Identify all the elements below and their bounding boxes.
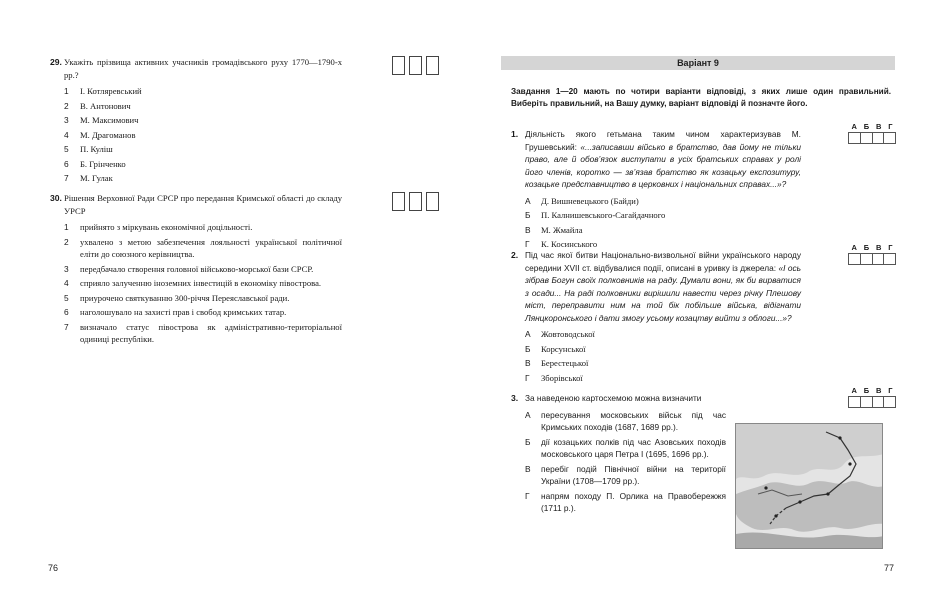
option-number: В [525, 224, 531, 235]
grid-header: А Б В Г [851, 243, 893, 252]
option-item [525, 195, 801, 208]
option-item [64, 292, 342, 305]
option-item [64, 263, 342, 276]
question-text: Укажіть прізвища активних учасників громадівського руху 1770—1790-х рр.? [64, 57, 342, 80]
question-1 [511, 128, 801, 251]
option-text: М. Драгоманов [80, 129, 136, 140]
option-item [64, 172, 342, 185]
variant-banner: Варіант 9 [501, 56, 895, 70]
option-number: Б [525, 436, 531, 447]
option-item [525, 436, 726, 461]
option-text: напрям походу П. Орлика на Правобережжя (1711 р.). [541, 490, 726, 513]
option-item [64, 158, 342, 171]
grid-header: А Б В Г [851, 386, 893, 395]
map-graphic [736, 424, 883, 549]
option-item [525, 209, 801, 222]
option-text: Д. Вишневецького (Байди) [541, 195, 639, 206]
question-quote: «...записавши військо в братство, дав йому не тільки право, але й обов’язок виступати в усіх братських справах у ролі його членів, коротко — зв’язав братство як козацьку експозитуру, козацьке представництво в церковних і національних справах...»? [525, 141, 801, 189]
answer-box[interactable] [409, 192, 422, 211]
option-number: 5 [64, 292, 69, 303]
option-number: 1 [64, 86, 69, 96]
answer-box[interactable] [426, 56, 439, 75]
answer-boxes-30 [392, 192, 439, 211]
options-list [525, 409, 726, 515]
option-number: В [525, 358, 531, 368]
option-text: приурочено святкуванню 300-річчя Переяславської ради. [80, 292, 290, 303]
question-3 [511, 392, 726, 515]
options-list [64, 221, 342, 346]
option-item [525, 409, 726, 434]
answer-cell[interactable] [884, 133, 895, 143]
option-item [525, 463, 726, 488]
option-text: перебіг подій Північної війни на території України (1708—1709 рр.). [541, 463, 726, 486]
option-number: 5 [64, 144, 69, 154]
option-text: Берестецької [541, 358, 589, 368]
option-item [64, 143, 342, 156]
instructions: Завдання 1—20 мають по чотири варіанти відповіді, з яких лише один правильний. Виберіть правильний, на Вашу думку, варіант відповіді й позначте його. [511, 87, 891, 108]
answer-cell[interactable] [884, 254, 895, 264]
option-text: ухвалено з метою забезпечення лояльності української політичної еліти до союзного керівництва. [80, 236, 342, 259]
option-item [525, 357, 801, 370]
option-text: дії козацьких полків під час Азовських походів московського царя Петра І (1695, 1696 рр.). [541, 436, 726, 459]
option-item [64, 221, 342, 234]
answer-box[interactable] [426, 192, 439, 211]
option-text: Жовтоводської [541, 329, 595, 339]
answer-grid-3 [848, 386, 896, 408]
page-number: 77 [884, 563, 895, 573]
question-number: 30. [50, 193, 62, 203]
option-number: 7 [64, 321, 69, 332]
answer-box[interactable] [392, 56, 405, 75]
answer-box[interactable] [392, 192, 405, 211]
options-list [525, 195, 801, 251]
option-text: Зборівської [541, 372, 583, 383]
option-number: А [525, 409, 531, 420]
option-number: 4 [64, 278, 69, 288]
grid-header: А Б В Г [851, 122, 893, 131]
option-text: прийнято з міркувань економічної доцільності. [80, 222, 253, 232]
option-text: К. Косинського [541, 239, 598, 249]
answer-boxes-29 [392, 56, 439, 75]
option-number: Б [525, 343, 531, 354]
option-item [64, 114, 342, 127]
option-text: В. Антонович [80, 100, 131, 111]
option-number: А [525, 329, 531, 339]
option-item [64, 306, 342, 319]
answer-cell[interactable] [849, 133, 861, 143]
options-list [525, 328, 801, 384]
option-number: 3 [64, 263, 69, 274]
option-text: передбачало створення головної військово-морської бази СРСР. [80, 263, 314, 274]
answer-cell[interactable] [861, 254, 873, 264]
option-item [64, 321, 342, 346]
right-page [470, 0, 943, 598]
option-text: І. Котляревський [80, 86, 142, 96]
option-text: Корсунської [541, 343, 586, 354]
option-item [64, 236, 342, 261]
option-number: 7 [64, 173, 69, 183]
answer-cell[interactable] [873, 254, 885, 264]
option-item [525, 224, 801, 237]
option-number: 3 [64, 115, 69, 125]
option-text: визначало статус півострова як адміністративно-територіальної одиниці республіки. [80, 321, 342, 344]
question-2 [511, 249, 801, 384]
question-number: 2. [511, 250, 519, 260]
answer-cell[interactable] [861, 397, 873, 407]
option-item [64, 100, 342, 113]
option-text: М. Гулак [80, 173, 113, 183]
option-text: наголошувало на захисті прав і свобод кримських татар. [80, 307, 287, 317]
question-quote: «І ось зібрав Богун своїх полковників на раду. Думали вони, як би вирватися з осади... На раді полковники вирішили навести через річку Плешову міст, переправити ним на той бік побільше війська, відігнати Лянцкоронського і дати змогу усьому козацтву вийти з облоги...»? [525, 262, 802, 323]
question-number: 3. [511, 393, 519, 403]
option-item [525, 328, 801, 341]
question-number: 1. [511, 129, 519, 139]
answer-cell[interactable] [873, 133, 885, 143]
option-number: Г [525, 239, 530, 249]
option-number: Г [525, 490, 530, 501]
historical-map-image [735, 423, 883, 549]
page-number: 76 [48, 563, 59, 573]
left-page [0, 0, 470, 598]
question-lead: Діяльність якого гетьмана таким чином характеризував М. Грушевський: [525, 129, 801, 152]
question-lead: Під час якої битви Національно-визвольної війни українського народу середини XVII ст. відбувалися події, описані в уривку із джерела: [525, 250, 801, 273]
option-item [525, 372, 801, 385]
answer-cell[interactable] [849, 397, 861, 407]
option-item [525, 343, 801, 356]
option-number: 1 [64, 222, 69, 232]
option-item [64, 129, 342, 142]
options-list [64, 85, 342, 185]
question-29 [50, 56, 342, 185]
option-number: А [525, 195, 531, 206]
answer-cell[interactable] [884, 397, 895, 407]
option-text: Б. Грінченко [80, 158, 126, 169]
option-number: Б [525, 210, 531, 220]
question-text: За наведеною картосхемою можна визначити [525, 393, 702, 403]
option-number: 6 [64, 307, 69, 317]
option-item [64, 277, 342, 290]
option-text: М. Максимович [80, 115, 139, 125]
option-text: сприяло залученню іноземних інвестицій в економіку півострова. [80, 278, 322, 288]
answer-box[interactable] [409, 56, 422, 75]
answer-grid-1 [848, 122, 896, 144]
option-number: 6 [64, 158, 69, 169]
answer-grid-2 [848, 243, 896, 265]
question-number: 29. [50, 57, 62, 67]
answer-cell[interactable] [849, 254, 861, 264]
option-text: П. Куліш [80, 144, 113, 154]
answer-cell[interactable] [873, 397, 885, 407]
option-item [525, 490, 726, 515]
question-text: Рішення Верховної Ради СРСР про передання Кримської області до складу УРСР [64, 193, 342, 216]
option-number: 2 [64, 236, 69, 247]
option-item [64, 85, 342, 98]
option-text: пересування московських військ під час Кримських походів (1687, 1689 рр.). [541, 409, 726, 432]
option-number: 4 [64, 129, 69, 140]
question-30 [50, 192, 342, 346]
answer-cell[interactable] [861, 133, 873, 143]
option-number: Г [525, 372, 530, 383]
option-number: В [525, 463, 531, 474]
option-text: М. Жмайла [541, 224, 583, 235]
option-text: П. Калнишевського-Сагайдачного [541, 210, 666, 220]
option-number: 2 [64, 100, 69, 111]
